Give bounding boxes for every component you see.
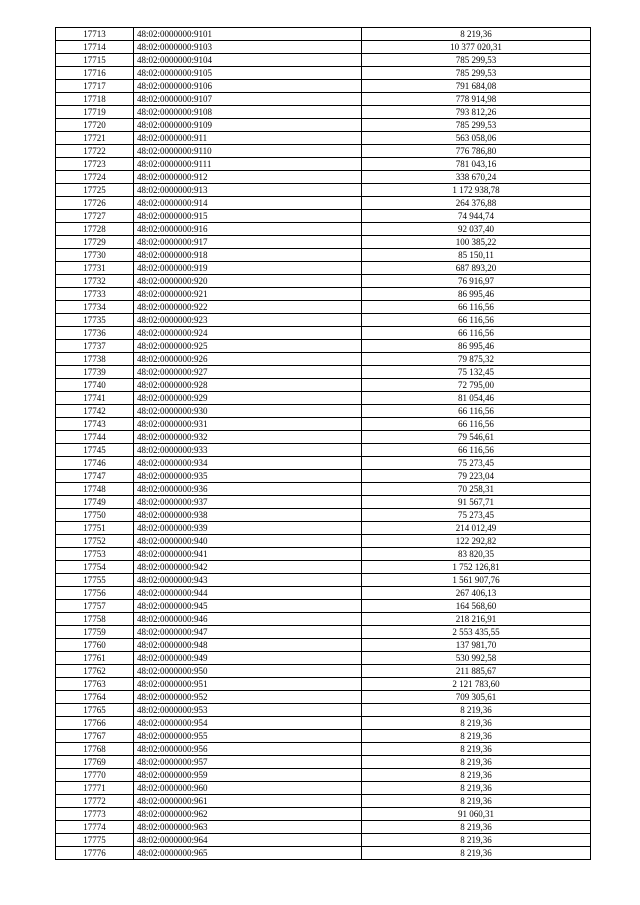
row-number-cell: 17768: [56, 743, 134, 756]
row-number-cell: 17774: [56, 821, 134, 834]
cadastral-value-cell: 778 914,98: [362, 93, 591, 106]
cadastral-value-cell: 66 116,56: [362, 301, 591, 314]
table-row: [56, 769, 591, 782]
table-row: [56, 730, 591, 743]
cadastral-number-cell: 48:02:0000000:954: [134, 717, 362, 730]
cadastral-number-cell: 48:02:0000000:923: [134, 314, 362, 327]
cadastral-number-cell: 48:02:0000000:9103: [134, 41, 362, 54]
cadastral-number-cell: 48:02:0000000:953: [134, 704, 362, 717]
row-number-cell: 17776: [56, 847, 134, 860]
cadastral-value-cell: 66 116,56: [362, 314, 591, 327]
row-number-cell: 17735: [56, 314, 134, 327]
cadastral-value-cell: 137 981,70: [362, 639, 591, 652]
cadastral-value-cell: 79 875,32: [362, 353, 591, 366]
table-row: [56, 600, 591, 613]
cadastral-value-cell: 8 219,36: [362, 704, 591, 717]
cadastral-number-cell: 48:02:0000000:9108: [134, 106, 362, 119]
row-number-cell: 17757: [56, 600, 134, 613]
cadastral-value-cell: 785 299,53: [362, 119, 591, 132]
row-number-cell: 17733: [56, 288, 134, 301]
cadastral-number-cell: 48:02:0000000:944: [134, 587, 362, 600]
cadastral-number-cell: 48:02:0000000:927: [134, 366, 362, 379]
row-number-cell: 17743: [56, 418, 134, 431]
cadastral-value-cell: 338 670,24: [362, 171, 591, 184]
cadastral-value-cell: 214 012,49: [362, 522, 591, 535]
cadastral-number-cell: 48:02:0000000:911: [134, 132, 362, 145]
cadastral-number-cell: 48:02:0000000:914: [134, 197, 362, 210]
cadastral-number-cell: 48:02:0000000:924: [134, 327, 362, 340]
row-number-cell: 17713: [56, 28, 134, 41]
cadastral-number-cell: 48:02:0000000:928: [134, 379, 362, 392]
cadastral-value-cell: 8 219,36: [362, 769, 591, 782]
table-row: [56, 223, 591, 236]
cadastral-number-cell: 48:02:0000000:956: [134, 743, 362, 756]
cadastral-number-cell: 48:02:0000000:960: [134, 782, 362, 795]
cadastral-number-cell: 48:02:0000000:9111: [134, 158, 362, 171]
cadastral-number-cell: 48:02:0000000:941: [134, 548, 362, 561]
row-number-cell: 17775: [56, 834, 134, 847]
row-number-cell: 17748: [56, 483, 134, 496]
row-number-cell: 17728: [56, 223, 134, 236]
cadastral-value-cell: 86 995,46: [362, 340, 591, 353]
cadastral-number-cell: 48:02:0000000:951: [134, 678, 362, 691]
cadastral-number-cell: 48:02:0000000:920: [134, 275, 362, 288]
row-number-cell: 17765: [56, 704, 134, 717]
table-row: [56, 535, 591, 548]
cadastral-number-cell: 48:02:0000000:942: [134, 561, 362, 574]
cadastral-value-cell: 264 376,88: [362, 197, 591, 210]
table-row: [56, 314, 591, 327]
table-row: [56, 613, 591, 626]
table-row: [56, 574, 591, 587]
row-number-cell: 17726: [56, 197, 134, 210]
table-row: [56, 275, 591, 288]
row-number-cell: 17715: [56, 54, 134, 67]
table-row: [56, 184, 591, 197]
table-row: [56, 210, 591, 223]
table-row: [56, 626, 591, 639]
cadastral-value-cell: 267 406,13: [362, 587, 591, 600]
table-row: [56, 340, 591, 353]
cadastral-value-table: [55, 27, 591, 860]
row-number-cell: 17714: [56, 41, 134, 54]
row-number-cell: 17763: [56, 678, 134, 691]
cadastral-number-cell: 48:02:0000000:913: [134, 184, 362, 197]
row-number-cell: 17717: [56, 80, 134, 93]
cadastral-number-cell: 48:02:0000000:949: [134, 652, 362, 665]
cadastral-value-cell: 8 219,36: [362, 730, 591, 743]
table-row: [56, 808, 591, 821]
table-row: [56, 327, 591, 340]
cadastral-value-cell: 2 121 783,60: [362, 678, 591, 691]
row-number-cell: 17716: [56, 67, 134, 80]
cadastral-value-cell: 122 292,82: [362, 535, 591, 548]
row-number-cell: 17755: [56, 574, 134, 587]
table-row: [56, 717, 591, 730]
cadastral-value-cell: 8 219,36: [362, 821, 591, 834]
cadastral-value-cell: 66 116,56: [362, 327, 591, 340]
cadastral-number-cell: 48:02:0000000:963: [134, 821, 362, 834]
table-row: [56, 756, 591, 769]
cadastral-number-cell: 48:02:0000000:915: [134, 210, 362, 223]
cadastral-number-cell: 48:02:0000000:947: [134, 626, 362, 639]
cadastral-value-cell: 563 058,06: [362, 132, 591, 145]
row-number-cell: 17721: [56, 132, 134, 145]
row-number-cell: 17751: [56, 522, 134, 535]
table-row: [56, 171, 591, 184]
row-number-cell: 17720: [56, 119, 134, 132]
table-row: [56, 496, 591, 509]
table-row: [56, 28, 591, 41]
cadastral-number-cell: 48:02:0000000:950: [134, 665, 362, 678]
table-row: [56, 587, 591, 600]
cadastral-value-cell: 8 219,36: [362, 795, 591, 808]
cadastral-number-cell: 48:02:0000000:962: [134, 808, 362, 821]
row-number-cell: 17736: [56, 327, 134, 340]
table-row: [56, 41, 591, 54]
cadastral-value-cell: 66 116,56: [362, 444, 591, 457]
table-row: [56, 678, 591, 691]
cadastral-number-cell: 48:02:0000000:921: [134, 288, 362, 301]
table-row: [56, 80, 591, 93]
cadastral-value-cell: 785 299,53: [362, 54, 591, 67]
cadastral-number-cell: 48:02:0000000:9104: [134, 54, 362, 67]
row-number-cell: 17761: [56, 652, 134, 665]
cadastral-value-cell: 1 561 907,76: [362, 574, 591, 587]
cadastral-number-cell: 48:02:0000000:9110: [134, 145, 362, 158]
cadastral-value-cell: 8 219,36: [362, 743, 591, 756]
row-number-cell: 17724: [56, 171, 134, 184]
row-number-cell: 17758: [56, 613, 134, 626]
row-number-cell: 17725: [56, 184, 134, 197]
table-row: [56, 93, 591, 106]
cadastral-value-cell: 8 219,36: [362, 717, 591, 730]
row-number-cell: 17740: [56, 379, 134, 392]
table-row: [56, 444, 591, 457]
cadastral-number-cell: 48:02:0000000:922: [134, 301, 362, 314]
cadastral-number-cell: 48:02:0000000:955: [134, 730, 362, 743]
table-row: [56, 145, 591, 158]
table-row: [56, 431, 591, 444]
cadastral-number-cell: 48:02:0000000:919: [134, 262, 362, 275]
table-row: [56, 704, 591, 717]
table-row: [56, 782, 591, 795]
cadastral-number-cell: 48:02:0000000:930: [134, 405, 362, 418]
row-number-cell: 17741: [56, 392, 134, 405]
cadastral-number-cell: 48:02:0000000:9106: [134, 80, 362, 93]
cadastral-value-cell: 791 684,08: [362, 80, 591, 93]
cadastral-value-cell: 211 885,67: [362, 665, 591, 678]
row-number-cell: 17773: [56, 808, 134, 821]
table-row: [56, 561, 591, 574]
cadastral-number-cell: 48:02:0000000:933: [134, 444, 362, 457]
table-row: [56, 236, 591, 249]
cadastral-number-cell: 48:02:0000000:948: [134, 639, 362, 652]
row-number-cell: 17766: [56, 717, 134, 730]
cadastral-number-cell: 48:02:0000000:945: [134, 600, 362, 613]
table-row: [56, 847, 591, 860]
row-number-cell: 17754: [56, 561, 134, 574]
cadastral-number-cell: 48:02:0000000:938: [134, 509, 362, 522]
row-number-cell: 17747: [56, 470, 134, 483]
row-number-cell: 17718: [56, 93, 134, 106]
row-number-cell: 17767: [56, 730, 134, 743]
cadastral-number-cell: 48:02:0000000:932: [134, 431, 362, 444]
cadastral-value-cell: 1 752 126,81: [362, 561, 591, 574]
cadastral-number-cell: 48:02:0000000:939: [134, 522, 362, 535]
table-row: [56, 821, 591, 834]
row-number-cell: 17722: [56, 145, 134, 158]
cadastral-number-cell: 48:02:0000000:964: [134, 834, 362, 847]
table-row: [56, 366, 591, 379]
cadastral-value-cell: 781 043,16: [362, 158, 591, 171]
table-row: [56, 470, 591, 483]
cadastral-number-cell: 48:02:0000000:952: [134, 691, 362, 704]
table-row: [56, 522, 591, 535]
row-number-cell: 17734: [56, 301, 134, 314]
cadastral-value-cell: 218 216,91: [362, 613, 591, 626]
row-number-cell: 17762: [56, 665, 134, 678]
table-row: [56, 106, 591, 119]
row-number-cell: 17770: [56, 769, 134, 782]
cadastral-value-cell: 76 916,97: [362, 275, 591, 288]
table-row: [56, 197, 591, 210]
row-number-cell: 17727: [56, 210, 134, 223]
cadastral-number-cell: 48:02:0000000:940: [134, 535, 362, 548]
cadastral-number-cell: 48:02:0000000:937: [134, 496, 362, 509]
table-row: [56, 795, 591, 808]
row-number-cell: 17731: [56, 262, 134, 275]
cadastral-number-cell: 48:02:0000000:931: [134, 418, 362, 431]
row-number-cell: 17729: [56, 236, 134, 249]
table-row: [56, 405, 591, 418]
cadastral-number-cell: 48:02:0000000:9105: [134, 67, 362, 80]
cadastral-number-cell: 48:02:0000000:959: [134, 769, 362, 782]
table-row: [56, 288, 591, 301]
cadastral-number-cell: 48:02:0000000:929: [134, 392, 362, 405]
table-row: [56, 132, 591, 145]
table-body: [56, 28, 591, 860]
row-number-cell: 17764: [56, 691, 134, 704]
table-row: [56, 379, 591, 392]
cadastral-value-cell: 86 995,46: [362, 288, 591, 301]
cadastral-number-cell: 48:02:0000000:918: [134, 249, 362, 262]
row-number-cell: 17742: [56, 405, 134, 418]
cadastral-number-cell: 48:02:0000000:965: [134, 847, 362, 860]
row-number-cell: 17745: [56, 444, 134, 457]
cadastral-value-cell: 8 219,36: [362, 782, 591, 795]
table-row: [56, 67, 591, 80]
table-row: [56, 54, 591, 67]
row-number-cell: 17756: [56, 587, 134, 600]
cadastral-number-cell: 48:02:0000000:925: [134, 340, 362, 353]
table-row: [56, 418, 591, 431]
table-row: [56, 509, 591, 522]
row-number-cell: 17753: [56, 548, 134, 561]
cadastral-value-cell: 66 116,56: [362, 418, 591, 431]
cadastral-value-cell: 91 060,31: [362, 808, 591, 821]
cadastral-value-cell: 72 795,00: [362, 379, 591, 392]
cadastral-value-cell: 785 299,53: [362, 67, 591, 80]
cadastral-number-cell: 48:02:0000000:917: [134, 236, 362, 249]
table-row: [56, 353, 591, 366]
table-row: [56, 301, 591, 314]
cadastral-value-cell: 1 172 938,78: [362, 184, 591, 197]
cadastral-value-cell: 687 893,20: [362, 262, 591, 275]
cadastral-value-cell: 79 223,04: [362, 470, 591, 483]
cadastral-value-cell: 92 037,40: [362, 223, 591, 236]
table-row: [56, 639, 591, 652]
cadastral-number-cell: 48:02:0000000:9107: [134, 93, 362, 106]
cadastral-value-cell: 81 054,46: [362, 392, 591, 405]
table-row: [56, 249, 591, 262]
cadastral-value-cell: 75 273,45: [362, 509, 591, 522]
cadastral-value-cell: 709 305,61: [362, 691, 591, 704]
cadastral-number-cell: 48:02:0000000:935: [134, 470, 362, 483]
cadastral-number-cell: 48:02:0000000:916: [134, 223, 362, 236]
table-row: [56, 262, 591, 275]
row-number-cell: 17746: [56, 457, 134, 470]
cadastral-value-cell: 83 820,35: [362, 548, 591, 561]
table-row: [56, 483, 591, 496]
cadastral-value-cell: 75 132,45: [362, 366, 591, 379]
cadastral-value-cell: 8 219,36: [362, 847, 591, 860]
cadastral-value-cell: 79 546,61: [362, 431, 591, 444]
table-row: [56, 392, 591, 405]
row-number-cell: 17760: [56, 639, 134, 652]
cadastral-number-cell: 48:02:0000000:912: [134, 171, 362, 184]
cadastral-value-cell: 10 377 020,31: [362, 41, 591, 54]
row-number-cell: 17723: [56, 158, 134, 171]
table-row: [56, 834, 591, 847]
row-number-cell: 17719: [56, 106, 134, 119]
cadastral-number-cell: 48:02:0000000:946: [134, 613, 362, 626]
cadastral-value-cell: 66 116,56: [362, 405, 591, 418]
cadastral-number-cell: 48:02:0000000:934: [134, 457, 362, 470]
cadastral-value-cell: 8 219,36: [362, 756, 591, 769]
row-number-cell: 17759: [56, 626, 134, 639]
cadastral-value-cell: 776 786,80: [362, 145, 591, 158]
row-number-cell: 17744: [56, 431, 134, 444]
table-row: [56, 548, 591, 561]
cadastral-value-cell: 74 944,74: [362, 210, 591, 223]
table-row: [56, 652, 591, 665]
cadastral-value-cell: 8 219,36: [362, 28, 591, 41]
cadastral-value-cell: 530 992,58: [362, 652, 591, 665]
cadastral-value-cell: 70 258,31: [362, 483, 591, 496]
row-number-cell: 17739: [56, 366, 134, 379]
table-row: [56, 743, 591, 756]
cadastral-value-cell: 85 150,11: [362, 249, 591, 262]
cadastral-value-cell: 793 812,26: [362, 106, 591, 119]
cadastral-number-cell: 48:02:0000000:936: [134, 483, 362, 496]
row-number-cell: 17750: [56, 509, 134, 522]
row-number-cell: 17769: [56, 756, 134, 769]
row-number-cell: 17771: [56, 782, 134, 795]
row-number-cell: 17738: [56, 353, 134, 366]
table-row: [56, 457, 591, 470]
cadastral-number-cell: 48:02:0000000:957: [134, 756, 362, 769]
cadastral-number-cell: 48:02:0000000:943: [134, 574, 362, 587]
row-number-cell: 17772: [56, 795, 134, 808]
cadastral-number-cell: 48:02:0000000:961: [134, 795, 362, 808]
cadastral-value-cell: 91 567,71: [362, 496, 591, 509]
cadastral-value-cell: 8 219,36: [362, 834, 591, 847]
table-row: [56, 665, 591, 678]
table-row: [56, 119, 591, 132]
cadastral-value-cell: 100 385,22: [362, 236, 591, 249]
cadastral-value-cell: 2 553 435,55: [362, 626, 591, 639]
row-number-cell: 17730: [56, 249, 134, 262]
table-row: [56, 158, 591, 171]
row-number-cell: 17737: [56, 340, 134, 353]
cadastral-number-cell: 48:02:0000000:926: [134, 353, 362, 366]
row-number-cell: 17732: [56, 275, 134, 288]
cadastral-value-cell: 164 568,60: [362, 600, 591, 613]
row-number-cell: 17749: [56, 496, 134, 509]
table-row: [56, 691, 591, 704]
row-number-cell: 17752: [56, 535, 134, 548]
cadastral-value-cell: 75 273,45: [362, 457, 591, 470]
cadastral-number-cell: 48:02:0000000:9101: [134, 28, 362, 41]
cadastral-number-cell: 48:02:0000000:9109: [134, 119, 362, 132]
